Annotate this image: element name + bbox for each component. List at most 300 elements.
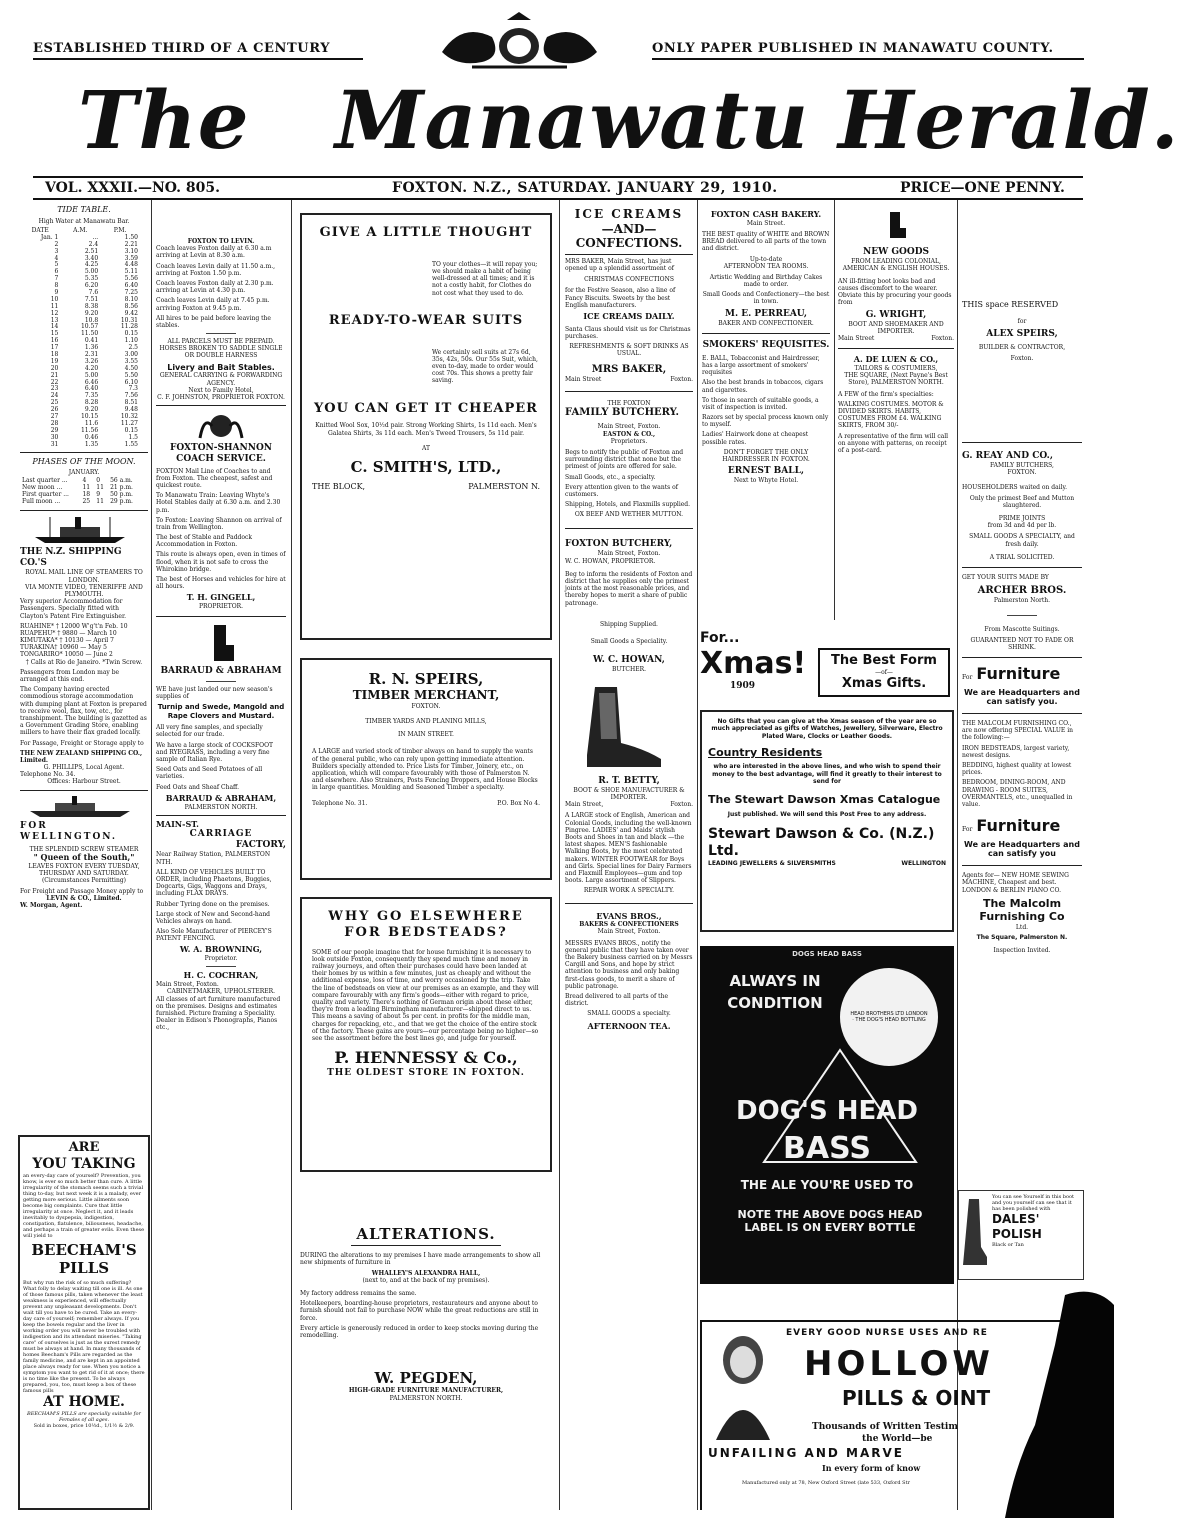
barraud-title: BARRAUD & ABRAHAM	[160, 665, 282, 676]
ships-note: † Calls at Rio de Janeiro. *Twin Screw.	[25, 658, 143, 666]
tide-cell: 7.25	[124, 288, 138, 296]
ice-heading-2: CONFECTIONS.	[575, 236, 683, 251]
tide-row	[20, 345, 140, 352]
tide-cell: 0.15	[124, 330, 138, 338]
howan-address: Main Street, Foxton.	[597, 550, 661, 558]
moon-cell: 4	[82, 477, 87, 485]
tide-row	[20, 249, 140, 256]
tide-cell: 1.10	[124, 337, 138, 345]
tide-cell: 2.31	[84, 350, 99, 358]
coach-parcels: ALL PARCELS MUST BE PREPAID.	[167, 338, 275, 346]
tide-cell: Jan. 1	[40, 233, 59, 241]
moon-cell: 18	[82, 491, 91, 499]
carriage-stock: Large stock of New and Second-hand Vehicles always on hand.	[156, 910, 271, 925]
tide-row	[20, 256, 140, 263]
deluen-name: A. DE LUEN & CO.,	[853, 354, 939, 365]
evans-name: EVANS BROS.,	[596, 910, 662, 921]
smith-text-1: TO your clothes—it will repay you; we should make a habit of being well-dressed at all times; and it is not a costly habit, for Clothes do not cost what they used to do.	[432, 260, 538, 297]
cochran-name: H. C. COCHRAN,	[183, 970, 259, 981]
coach-time-entry: Coach leaves Foxton daily at 6.30 a.m arriving at Levin at 8.30 a.m.	[156, 245, 272, 260]
shannon-to-foxton: To Foxton: Leaving Shannon on arrival of train from Wellington.	[156, 516, 282, 531]
howan-title: FOXTON BUTCHERY,	[565, 539, 673, 550]
bass-note: NOTE THE ABOVE DOGS HEAD LABEL IS ON EVERY BOTTLE	[737, 1208, 923, 1235]
bass-bass: BASS	[783, 1131, 871, 1166]
pegden-name: W. PEGDEN,	[374, 1369, 478, 1388]
tide-cell: 2.4	[88, 240, 99, 248]
tide-header-cell: DATE	[31, 226, 49, 234]
beecham-are: ARE	[68, 1140, 100, 1155]
reay-name: G. REAY AND CO.,	[962, 451, 1053, 462]
malcolm-address: The Square, Palmerston N.	[976, 933, 1068, 941]
betty-town: Foxton.	[670, 801, 693, 809]
boot-icon	[565, 683, 693, 773]
tide-row	[20, 380, 140, 387]
tide-cell: 7.51	[84, 295, 99, 303]
barraud-oats: Seed Oats and Seed Potatoes of all varieties.	[156, 766, 263, 781]
evans-bread: Bread delivered to all parts of the district.	[565, 992, 668, 1008]
tide-table	[20, 228, 140, 449]
new-goods-ad	[838, 210, 954, 457]
butchery-body: Begs to notify the public of Foxton and surrounding district that none but the primest of joints are offered for sale.	[565, 448, 684, 471]
bass-ale-ad	[700, 946, 954, 1284]
tide-cell: 11.56	[80, 426, 99, 434]
smokers-body: E. BALL, Tobacconist and Hairdresser, has a large assortment of smokers' requisites	[702, 354, 820, 377]
shipping-text-3: The Company having erected commodious storage accommodation with dumping plant at Foxton is prepared to receive wool, flax, tow, etc., for transhipment. The building is gazetted as a Government Grading Store, enabling millers to have their flax graded locally.	[20, 686, 147, 737]
cash-bakery-small: Small Goods and Confectionery—the best in town.	[702, 291, 830, 306]
tide-cell: 4	[54, 254, 59, 262]
moon-table	[20, 478, 140, 506]
tide-cell: 7.56	[124, 392, 138, 400]
coach-time-entry: Coach leaves Foxton daily at 2.30 p.m. arriving at Levin at 4.30 p.m.	[156, 279, 274, 295]
beecham-pills-ad	[18, 1135, 150, 1510]
tide-cell: 5.11	[124, 268, 138, 276]
xmas-firm: Stewart Dawson & Co. (N.Z.) Ltd.	[708, 826, 935, 860]
evans-small-goods: SMALL GOODS a specialty.	[587, 1010, 671, 1018]
coach-hotel: Next to Family Hotel,	[188, 386, 254, 394]
tide-cell: 29	[50, 426, 59, 434]
shipping-telephone: Telephone No. 34.	[20, 771, 76, 779]
xmas-country-body: who are interested in the above lines, and who wish to spend their money to the best advantage, will find it greatly to their interest to send for	[712, 763, 942, 785]
tide-cell: 2	[54, 240, 59, 248]
tide-cell: 7.6	[88, 288, 99, 296]
stewart-dawson-ad	[700, 630, 954, 868]
moon-cell: 0	[96, 477, 101, 485]
reay-trial: A TRIAL SOLICITED.	[989, 553, 1055, 561]
tide-cell: 10.32	[120, 412, 138, 420]
masthead-right-banner: ONLY PAPER PUBLISHED IN MANAWATU COUNTY.	[652, 41, 1054, 56]
moon-cell: Last quarter ...	[22, 477, 68, 485]
coat-of-arms-icon	[432, 12, 607, 72]
tide-row	[20, 324, 140, 331]
moon-cell: 25	[82, 498, 91, 506]
shannon-title: FOXTON-SHANNON COACH SERVICE.	[169, 442, 273, 464]
tide-cell: 8.56	[124, 302, 138, 310]
tide-cell: 10.57	[80, 323, 99, 331]
xmas-body: No Gifts that you can give at the Xmas season of the year are so much appreciated as gifts of Watches, Jewellery, Silverware, Electro Plated Ware, Clocks or Leather Goods.	[711, 718, 943, 740]
wellington-apply: For Freight and Passage Money apply to	[20, 887, 144, 895]
ships-list	[20, 623, 148, 659]
tide-cell: 10.8	[84, 316, 99, 324]
moon-cell: First quarter ...	[22, 491, 69, 499]
masthead-left-banner: ESTABLISHED THIRD OF A CENTURY	[33, 41, 331, 56]
deluen-rep: A representative of the firm will call on anyone with patterns, on receipt of a post-card.	[838, 432, 949, 454]
smokers-ladies: Ladies' Hairwork done at cheapest possible rates.	[702, 431, 809, 446]
column-6	[962, 300, 1082, 1248]
speirs-trade: TIMBER MERCHANT,	[352, 688, 500, 703]
archer-name: ARCHER BROS.	[977, 585, 1067, 597]
goods-subtitle: FROM LEADING COLONIAL, AMERICAN & ENGLISH HOUSES.	[842, 257, 950, 272]
beecham-home: AT HOME.	[43, 1393, 125, 1410]
hennessy-ad	[300, 897, 552, 1172]
cash-bakery-uptodate: Up-to-date	[749, 255, 783, 263]
holloway-unfailing: UNFAILING AND MARVE	[708, 1446, 904, 1460]
ice-street: Main Street	[565, 375, 602, 383]
ice-and: —AND—	[601, 221, 657, 236]
butchery-heading: THE FOXTON	[607, 400, 651, 407]
steamer-icon	[20, 795, 140, 819]
wellington-agent: W. Morgan, Agent.	[20, 902, 83, 909]
beecham-sold: Sold in boxes, price 10½d., 1/1½ & 2/9.	[33, 1422, 135, 1429]
beecham-taking: YOU TAKING	[32, 1155, 136, 1172]
beecham-intro: an every-day care of yourself? Prevention, you know, is ever so much better than cure. A little irregularity of the stomach seems such a trivial thing to-day, but next week it is a malady, ever getting more serious. Little ailments soon become big complaints. Cure that little irregularity at once. Neglect it, and it leads inevitably to dyspepsia, indigestion, constipation, flatulence, biliousness, headache, and perhaps a train of greater evils. Even these will yield to	[23, 1172, 145, 1239]
title-manawatu: Manawatu	[335, 73, 810, 167]
shipping-route: VIA MONTE VIDEO, TENERIFFE AND PLYMOUTH.	[25, 583, 143, 598]
speirs-ad	[300, 658, 552, 880]
ship-entry: RUAHINE* † 12000 W'g't'n Feb. 10	[20, 622, 128, 630]
tide-cell: 16	[50, 337, 59, 345]
butchery-name: EASTON & CO.,	[602, 430, 656, 438]
carriage-factory: FACTORY,	[235, 840, 286, 851]
column-2	[156, 238, 286, 1034]
tide-cell: 1.36	[84, 344, 99, 352]
tide-row	[20, 373, 140, 380]
archer-guarantee: GUARANTEED NOT TO FADE OR SHRINK.	[970, 636, 1074, 651]
tide-cell: 25	[50, 399, 59, 407]
carriage-proprietor: Proprietor.	[204, 955, 238, 963]
butchery-beef: OX BEEF AND WETHER MUTTON.	[574, 511, 684, 519]
tide-cell: 4.48	[124, 261, 138, 269]
moon-cell: 9	[96, 491, 101, 499]
barraud-items: Turnip and Swede, Mangold and Rape Clovers and Mustard.	[157, 703, 285, 720]
carriage-title: CARRIAGE	[189, 829, 253, 840]
ship-entry: TURAKINA† 10960 — May 5	[20, 644, 107, 652]
howan-body: Beg to inform the residents of Foxton and district that he supplies only the primest joints at the most reasonable prices, and thereby hopes to merit a share of public patronage.	[565, 570, 693, 607]
shannon-best: The best of Stable and Paddock Accommodation in Foxton.	[156, 534, 252, 549]
tide-cell: 4.50	[124, 364, 138, 372]
malcolm-agents: Agents for— NEW HOME SEWING MACHINE, Cheapest and best. LONDON & BERLIN PIANO CO.	[962, 872, 1069, 894]
hennessy-heading: WHY GO ELSEWHERE FOR BEDSTEADS?	[328, 909, 524, 940]
tide-cell: 19	[50, 357, 59, 365]
coach-agency: GENERAL CARRYING & FORWARDING AGENCY.	[159, 372, 283, 387]
tide-cell: 9.48	[124, 406, 138, 414]
column-5	[702, 210, 830, 484]
tide-cell: 17	[50, 344, 59, 352]
hand-icon	[838, 210, 954, 240]
coach-horses: HORSES BROKEN TO SADDLE SINGLE OR DOUBLE HARNESS	[159, 345, 283, 360]
howan-small-goods: Small Goods a Speciality.	[590, 637, 668, 645]
tide-cell: 31	[50, 440, 59, 448]
dales-name: DALES' POLISH	[992, 1212, 1042, 1241]
tide-cell: 9	[54, 288, 59, 296]
reay-trade: FAMILY BUTCHERS,	[990, 462, 1054, 470]
tide-cell: 24	[50, 392, 59, 400]
smith-ad	[300, 213, 552, 640]
reay-householders: HOUSEHOLDERS waited on daily.	[962, 484, 1068, 492]
malcolm-inspection: Inspection Invited.	[993, 947, 1051, 955]
deluen-address: THE SQUARE, (Next Payne's Best Store), PALMERSTON NORTH.	[844, 372, 948, 387]
holloway-every: In every form of know	[822, 1463, 921, 1473]
tide-row	[20, 242, 140, 249]
archer-town: Palmerston North.	[993, 597, 1051, 605]
tide-row	[20, 359, 140, 366]
tide-cell: 9.20	[84, 406, 99, 414]
tide-row	[20, 386, 140, 393]
wellington-ship: " Queen of the South,"	[33, 852, 135, 863]
shannon-train: To Manawatu Train: Leaving Whyte's Hotel Stables daily at 6.30 a.m. and 2.30 p.m.	[156, 492, 281, 514]
goods-town: Foxton.	[931, 334, 954, 342]
tide-row	[20, 297, 140, 304]
tide-cell: 11.28	[120, 323, 138, 331]
torn-corner	[1005, 1285, 1114, 1518]
column-1	[20, 205, 148, 909]
title-the: The	[78, 73, 250, 167]
shannon-body: FOXTON Mail Line of Coaches to and from Foxton. The cheapest, safest and quickest route.	[156, 467, 273, 489]
deluen-few: A FEW of the firm's specialties:	[838, 390, 934, 398]
tide-cell: 0.41	[84, 337, 99, 345]
smith-heading-2: READY-TO-WEAR SUITS	[328, 312, 524, 328]
tide-cell: 26	[50, 406, 59, 414]
betty-body: A LARGE stock of English, American and Colonial Goods, including the well-known Pingree. LADIES' and Maids' stylish Boots and Shoes in tan and black —the latest shapes. MEN'S fashionable Walking Boots, by the most celebrated makers. WINTER FOOTWEAR for Boys and Girls. Special lines for Dairy Farmers and Flaxmill Employees—gum and top boots. Large assortment of Slippers.	[565, 812, 692, 885]
holloway-pills: PILLS & OINT	[842, 1386, 991, 1410]
volume-number: VOL. XXXII.—NO. 805.	[45, 180, 220, 196]
betty-trade: BOOT & SHOE MANUFACTURER & IMPORTER.	[573, 786, 685, 801]
xmas-leading: LEADING JEWELLERS & SILVERSMITHS	[708, 860, 836, 868]
moon-row	[20, 499, 140, 506]
tide-cell: 9.42	[124, 309, 138, 317]
ice-season: for the Festive Season, also a line of Fancy Biscuits. Sweets by the best English manufacturers.	[565, 287, 676, 309]
tide-row	[20, 276, 140, 283]
cash-bakery-street: Main Street.	[746, 219, 786, 227]
barraud-town: PALMERSTON NORTH.	[184, 803, 258, 811]
xmas-gifts: Xmas Gifts.	[841, 676, 927, 692]
tide-cell: 3.59	[124, 254, 138, 262]
pegden-hall: WHALLEY'S ALEXANDRA HALL,	[371, 1269, 481, 1277]
wellington-title: FOR WELLINGTON.	[20, 821, 118, 843]
tide-row	[20, 400, 140, 407]
goods-title: NEW GOODS	[863, 246, 929, 257]
holloway-name: HOLLOW	[804, 1344, 994, 1384]
tide-cell: 11	[50, 302, 59, 310]
holloway-top: EVERY GOOD NURSE USES AND RE	[786, 1328, 988, 1338]
xmas-for: For...	[700, 630, 740, 646]
ship-entry: KIMUTAKA* † 10130 — April 7	[20, 637, 114, 645]
smith-text-3: Knitted Wool Sox, 10½d pair. Strong Working Shirts, 1s 11d each. Men's Galatea Shirts, 3s 11d each. Men's Tweed Trousers, 5s 11d pair.	[315, 422, 537, 437]
tide-cell: 3	[54, 247, 59, 255]
tide-cell: 10.31	[120, 316, 138, 324]
betty-address: Main Street,	[565, 801, 604, 809]
xmas-catalogue: The Stewart Dawson Xmas Catalogue	[708, 793, 941, 807]
tide-row	[20, 283, 140, 290]
howan-butcher: BUTCHER.	[611, 666, 647, 674]
barraud-signature: BARRAUD & ABRAHAM,	[165, 792, 277, 803]
coach-time-entry: Coach leaves Levin daily at 11.50 a.m., arriving at Foxton 1.50 p.m.	[156, 262, 276, 277]
smokers-title: SMOKERS' REQUISITES.	[702, 339, 830, 350]
goods-name: G. WRIGHT,	[865, 309, 927, 320]
dales-side: Black or Tan	[992, 1241, 1024, 1248]
tide-row	[20, 393, 140, 400]
tide-header-cell: A.M.	[73, 226, 88, 234]
howan-shipping: Shipping Supplied.	[600, 620, 658, 628]
tide-row	[20, 235, 140, 242]
steamship-icon	[20, 515, 140, 545]
tide-cell: 7	[54, 275, 59, 283]
shipping-company: THE NEW ZEALAND SHIPPING CO., Limited.	[20, 749, 143, 764]
tide-cell: 28	[50, 419, 59, 427]
tide-row	[20, 442, 140, 449]
tide-cell: 3.55	[124, 357, 138, 365]
xmas-year: 1909	[730, 681, 756, 692]
ice-name: MRS BAKER,	[591, 363, 667, 375]
malcolm-name: The Malcolm Furnishing Co	[979, 896, 1065, 924]
butchery-attention: Every attention given to the wants of customers.	[565, 483, 678, 498]
cochran-address: Main Street, Foxton.	[156, 981, 219, 989]
tide-cell: 14	[50, 323, 59, 331]
tide-cell: 23	[50, 385, 59, 393]
smith-at: AT	[421, 444, 430, 452]
tide-cell: 6.20	[84, 282, 99, 290]
moon-cell: 11	[96, 484, 104, 492]
howan-name: W. C. HOWAN,	[593, 655, 665, 666]
tide-cell: 11.6	[84, 419, 99, 427]
barraud-samples: All very fine samples, and specially selected for our trade.	[156, 724, 263, 739]
tide-cell: 12	[50, 309, 59, 317]
ice-santa: Santa Claus should visit us for Christmas purchases.	[565, 325, 691, 340]
tide-header-cell: P.M.	[113, 226, 127, 234]
smith-block: THE BLOCK,	[312, 482, 366, 492]
shannon-flood: This route is always open, even in times of flood, when it is not safe to cross the Whirokino bridge.	[156, 551, 286, 573]
tide-cell: 5	[54, 261, 59, 269]
tide-cell: 18	[50, 350, 59, 358]
smith-heading-3: YOU CAN GET IT CHEAPER	[314, 400, 538, 416]
tide-cell: 3.00	[124, 350, 138, 358]
carriage-station: Near Railway Station, PALMERSTON NTH.	[156, 851, 271, 866]
deluen-trade: TAILORS & COSTUMIERS,	[854, 365, 938, 373]
moon-month: JANUARY.	[68, 469, 100, 477]
tide-cell: 6.46	[84, 378, 99, 386]
pegden-ad	[300, 1225, 552, 1402]
tide-cell: 5.56	[124, 275, 138, 283]
cochran-trade: CABINETMAKER, UPHOLSTERER.	[166, 988, 276, 996]
tide-row	[20, 269, 140, 276]
tide-row	[20, 304, 140, 311]
smokers-forget: DON'T FORGET THE ONLY HAIRDRESSER IN FOXTON.	[722, 448, 810, 463]
pointing-hand-icon	[156, 623, 286, 663]
goods-body: AN ill-fitting boot looks bad and causes discomfort to the wearer. Obviate this by procuring your goods from	[838, 277, 952, 307]
speirs-body: A LARGE and varied stock of timber always on hand to supply the wants of the general public, who can rely upon getting immediate attention. Builders specially attended to. Price Lists for Timber, Joinery, etc., on application, which will compare favourably with those of Palmerston N. and elsewhere. Also Strainers, Posts Fencing Droppers, and House Blocks in large quantities. Moulding and Seasoned Timber a specialty.	[312, 748, 538, 792]
bass-ale: THE ALE YOU'RE USED TO	[740, 1178, 914, 1192]
barraud-body: WE have just landed our new season's supplies of	[156, 685, 273, 701]
tide-row	[20, 338, 140, 345]
cash-bakery-name: M. E. PERREAU,	[725, 308, 807, 319]
tide-cell: 6.40	[124, 282, 138, 290]
coach-stables: Livery and Bait Stables.	[167, 362, 275, 372]
furniture-title: Furniture	[976, 664, 1061, 684]
archer-from: From Mascotte Suitings.	[984, 625, 1060, 633]
tide-cell: 20	[50, 364, 59, 372]
tide-cell: 15	[50, 330, 59, 338]
moon-title: PHASES OF THE MOON.	[32, 457, 136, 467]
holloway-foot: Manufactured only at 78, New Oxford Street (late 533, Oxford Str	[742, 1480, 911, 1486]
royal-arms-icon	[156, 410, 286, 440]
tide-row	[20, 428, 140, 435]
howan-proprietor: W. C. HOWAN, PROPRIETOR.	[565, 557, 656, 565]
carriage-tyre: Rubber Tyring done on the premises.	[156, 900, 270, 908]
pegden-text-2: My factory address remains the same.	[300, 1290, 417, 1298]
furniture-hq: We are Headquarters and can satisfy you.	[964, 687, 1080, 707]
hennessy-body: SOME of our people imagine that for house furnishing it is necessary to look outside Foxton, consequently they spend much time and money in railway journeys, and often their purchases could have been landed at their homes by us within a few minutes, just as cheaply and without the additional expense, loss of time, and worry occasioned by the trip. Take the line of bedsteads on view at our premises as an example, and they will compare favourably with any firm's goods—either with regard to price, quality and variety. There's nothing of German origin about these either, they're from a leading Birmingham manufacturer—shipped direct to us. This means a saving of about 5s per cent. in profits for the middle man, charges for repacking, etc., and that we get the choice of the entire stock of the factory. These gains are yours—our percentage being no higher—so see the assortment before the best lines go, and judge for yourself.	[312, 948, 539, 1042]
malcolm-ltd: Ltd.	[1015, 923, 1029, 931]
wellington-company: LEVIN & CO., Limited.	[46, 894, 122, 902]
smokers-brands: Also the best brands in tobaccos, cigars and cigarettes.	[702, 379, 824, 394]
shannon-proprietor: PROPRIETOR.	[198, 603, 244, 611]
pegden-text-1: DURING the alterations to my premises I have made arrangements to show all new shipments of furniture in	[300, 1252, 541, 1267]
reay-town: FOXTON.	[1007, 469, 1037, 477]
butchery-small-goods: Small Goods, etc., a specialty.	[565, 473, 656, 481]
tide-row	[20, 421, 140, 428]
pegden-title: ALTERATIONS.	[356, 1225, 496, 1243]
tide-cell: 21	[50, 371, 59, 379]
bass-dogs-head: DOG'S HEAD	[736, 1096, 918, 1126]
moon-cell: New moon ...	[22, 484, 63, 492]
speirs-yards: TIMBER YARDS AND PLANING MILLS,	[365, 718, 487, 726]
price: PRICE—ONE PENNY.	[900, 180, 1065, 196]
ice-daily: ICE CREAMS DAILY.	[583, 311, 675, 321]
ship-entry: RUAPEHU* † 9880 — March 10	[20, 629, 117, 637]
tide-row	[20, 262, 140, 269]
boot-polish-icon	[961, 1197, 989, 1267]
cash-bakery-cakes: Artistic Wedding and Birthday Cakes made to order.	[709, 273, 823, 289]
tide-cell: 2.5	[128, 344, 138, 352]
cash-bakery-body: THE BEST quality of WHITE and BROWN BREAD delivered to all parts of the town and district.	[702, 230, 830, 253]
tide-row	[20, 290, 140, 297]
tide-cell: 9.20	[84, 309, 99, 317]
butchery-shipping: Shipping, Hotels, and Flaxmills supplied.	[565, 501, 691, 509]
wellington-note: (Circumstances Permitting)	[41, 877, 127, 885]
cash-bakery-tea: AFTERNOON TEA ROOMS.	[723, 262, 809, 270]
goods-street: Main Street	[838, 334, 875, 342]
coach-proprietor: C. F. JOHNSTON, PROPRIETOR FOXTON.	[157, 393, 285, 401]
xmas-best: The Best Form	[831, 653, 937, 668]
pegden-text-3: Hotelkeepers, boarding-house proprietors, restaurateurs and anyone about to furnish should not fail to purchase NOW while the great reductions are still in force.	[300, 1300, 539, 1322]
moon-cell: Full moon ...	[22, 498, 61, 506]
holloway-world: the World—be	[862, 1434, 933, 1444]
tide-cell: 3.40	[84, 254, 99, 262]
shipping-title: THE N.Z. SHIPPING CO.'S	[20, 547, 122, 569]
reay-joints: PRIME JOINTS	[998, 515, 1046, 523]
evans-trade: BAKERS & CONFECTIONERS	[579, 921, 679, 929]
tide-cell: 8	[54, 282, 59, 290]
carriage-fencing: Also Sole Manufacturer of PIERCEY'S PATENT FENCING.	[156, 928, 272, 943]
tide-cell: 8.10	[124, 295, 138, 303]
malcolm-body: THE MALCOLM FURNISHING CO., are now offering SPECIAL VALUE in the following:—	[962, 720, 1074, 742]
tide-cell: 2.51	[84, 247, 99, 255]
evans-address: Main Street, Foxton.	[597, 928, 661, 936]
moon-cell: 56 a.m.	[110, 477, 133, 485]
carriage-street: MAIN-ST.	[156, 818, 199, 829]
bass-ring: HEAD BROTHERS LTD LONDON · THE DOG'S HEAD BOTTLING	[850, 1010, 928, 1023]
malcolm-iron: IRON BEDSTEADS, largest variety, newest designs.	[962, 744, 1070, 759]
moon-cell: 50 p.m.	[110, 491, 133, 499]
